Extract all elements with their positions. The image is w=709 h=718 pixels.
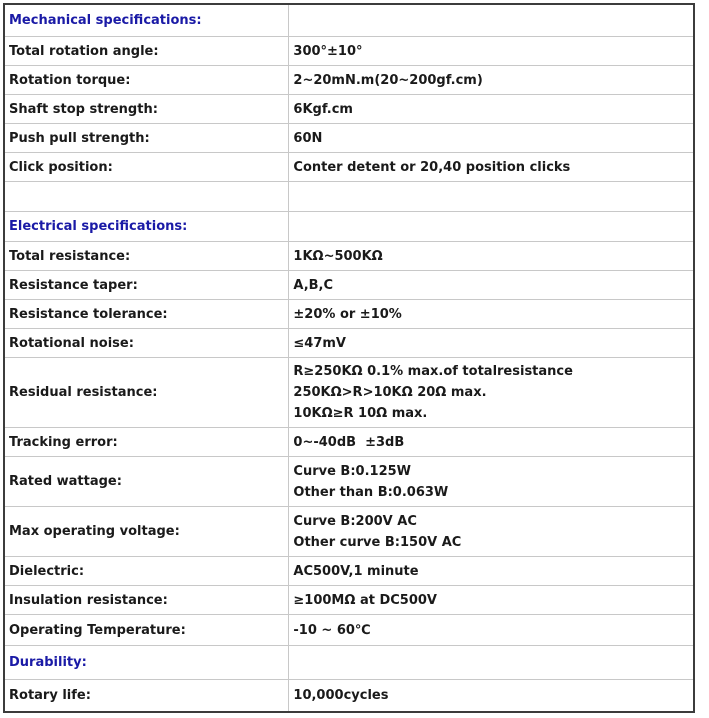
spec-value: Conter detent or 20,40 position clicks: [289, 153, 694, 182]
spec-value-multiline: [289, 358, 694, 428]
section-heading-electrical: Electrical specifications:: [4, 212, 289, 242]
spec-label: Operating Temperature:: [4, 615, 289, 646]
section-row-electrical: [4, 212, 694, 242]
spec-row-total-rotation-angle: [4, 37, 694, 66]
spec-value-multiline: [289, 457, 694, 507]
spec-label: Insulation resistance:: [4, 586, 289, 615]
spec-value: ≥100MΩ at DC500V: [289, 586, 694, 615]
spec-value: 300°±10°: [289, 37, 694, 66]
spec-value-multiline: [289, 507, 694, 557]
spec-row-shaft-stop-strength: [4, 95, 694, 124]
spec-value: 10,000cycles: [289, 680, 694, 713]
spec-row-dielectric: [4, 557, 694, 586]
spec-row-residual-resistance: [4, 358, 694, 428]
spec-label: Total rotation angle:: [4, 37, 289, 66]
spec-value-line: 10KΩ≥R 10Ω max.: [293, 406, 428, 421]
spec-value-line: Curve B:0.125W: [293, 463, 411, 479]
spec-label: Max operating voltage:: [4, 507, 289, 557]
section-row-mechanical: [4, 4, 694, 37]
spec-value-line: 250KΩ>R>10KΩ 20Ω max.: [293, 385, 487, 400]
spec-label: Total resistance:: [4, 242, 289, 271]
spec-label: Resistance taper:: [4, 271, 289, 300]
spec-value: ≤47mV: [289, 329, 694, 358]
spacer-row: [4, 182, 694, 212]
spec-row-tracking-error: [4, 428, 694, 457]
section-heading-mechanical: Mechanical specifications:: [4, 4, 289, 37]
spec-row-total-resistance: [4, 242, 694, 271]
empty-cell: [289, 646, 694, 680]
spec-row-resistance-taper: [4, 271, 694, 300]
spec-row-max-operating-voltage: [4, 507, 694, 557]
spec-row-rotation-torque: [4, 66, 694, 95]
spec-value-line: Other than B:0.063W: [293, 484, 449, 500]
spec-row-rotary-life: [4, 680, 694, 713]
spec-value: 1KΩ~500KΩ: [289, 242, 694, 271]
spec-label: Push pull strength:: [4, 124, 289, 153]
spec-label: Rotary life:: [4, 680, 289, 713]
spec-label: Click position:: [4, 153, 289, 182]
spec-value-line: Other curve B:150V AC: [293, 534, 462, 550]
spec-row-rotational-noise: [4, 329, 694, 358]
spec-label: Residual resistance:: [4, 358, 289, 428]
section-row-durability: [4, 646, 694, 680]
spec-label: Shaft stop strength:: [4, 95, 289, 124]
spec-row-resistance-tolerance: [4, 300, 694, 329]
spec-value: 2~20mN.m(20~200gf.cm): [289, 66, 694, 95]
spec-value-line: Curve B:200V AC: [293, 513, 417, 529]
empty-cell: [4, 182, 289, 212]
spec-label: Tracking error:: [4, 428, 289, 457]
spec-value: -10 ~ 60℃: [289, 615, 694, 646]
spec-label: Rated wattage:: [4, 457, 289, 507]
spec-label: Rotation torque:: [4, 66, 289, 95]
empty-cell: [289, 4, 694, 37]
empty-cell: [289, 182, 694, 212]
spec-value: AC500V,1 minute: [289, 557, 694, 586]
spec-value: A,B,C: [289, 271, 694, 300]
section-heading-durability: Durability:: [4, 646, 289, 680]
empty-cell: [289, 212, 694, 242]
spec-row-rated-wattage: [4, 457, 694, 507]
spec-value: 60N: [289, 124, 694, 153]
spec-value: ±20% or ±10%: [289, 300, 694, 329]
spec-value-line: R≥250KΩ 0.1% max.of totalresistance: [293, 364, 573, 379]
specifications-table: [3, 3, 695, 713]
spec-row-insulation-resistance: [4, 586, 694, 615]
spec-row-operating-temperature: [4, 615, 694, 646]
spec-row-click-position: [4, 153, 694, 182]
spec-value: 6Kgf.cm: [289, 95, 694, 124]
spec-label: Rotational noise:: [4, 329, 289, 358]
spec-label: Dielectric:: [4, 557, 289, 586]
spec-value: 0~-40dB ±3dB: [289, 428, 694, 457]
spec-row-push-pull-strength: [4, 124, 694, 153]
spec-label: Resistance tolerance:: [4, 300, 289, 329]
